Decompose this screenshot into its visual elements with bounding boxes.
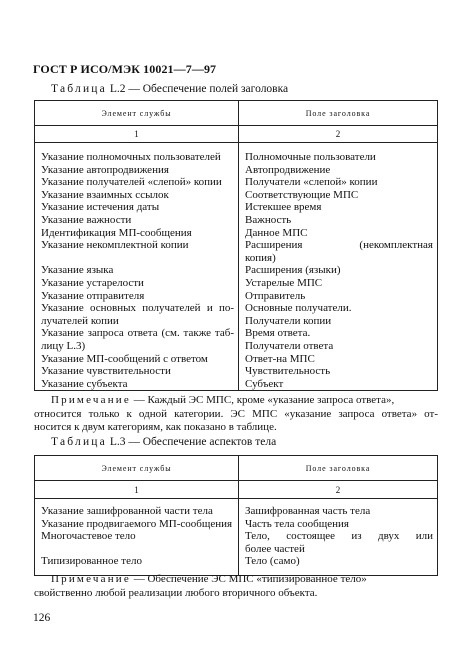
table-cell: Идентификация МП-сообщения	[41, 226, 192, 239]
table-cell: Тело (само)	[245, 555, 300, 568]
note-line: носится к двум категориям, как показано в таблице.	[34, 421, 277, 433]
table-cell: Указание полномочных пользователей	[41, 151, 221, 163]
table-cell: Отправитель	[245, 289, 306, 302]
service-element-column	[35, 499, 239, 575]
table-cell: Указание субъекта	[41, 377, 128, 390]
column-number-2: 2	[335, 484, 341, 495]
table-cell: Указание взаимных ссылок	[41, 188, 169, 201]
table-number-row	[35, 126, 437, 143]
table-cell: Указание получателей «слепой» копии	[41, 176, 222, 189]
table-word: Таблица	[51, 83, 107, 95]
table-number-row	[35, 481, 437, 499]
table-cell: Указание некомплектной копии	[41, 239, 189, 252]
note-line	[34, 394, 438, 408]
table-cell: Получатели ответа	[245, 339, 334, 352]
table-cell: Типизированное тело	[41, 555, 142, 568]
column-number-2: 2	[335, 129, 341, 139]
table-cell: Время ответа.	[245, 327, 311, 340]
note-line: свойственно любой реализации любого вторичного объекта.	[34, 586, 318, 599]
note-label: Примечание	[51, 394, 131, 406]
table-cell: Многочастевое тело	[41, 530, 136, 543]
table-cell: Указание автопродвижения	[41, 163, 169, 176]
table-body	[35, 499, 437, 575]
table-cell: более частей	[245, 542, 305, 555]
table-header-row	[35, 101, 437, 126]
table-cell: Истекшее время	[245, 201, 322, 214]
table-l3-caption	[51, 436, 276, 448]
table-cell: Ответ-на МПС	[245, 352, 315, 365]
table-cell: Автопродвижение	[245, 163, 331, 176]
table-cell: Указание МП-сообщений с ответом	[41, 352, 208, 365]
table-cell: Указание чувствительности	[41, 365, 171, 378]
table-cell: копия)	[245, 251, 276, 264]
table-cell: Полномочные пользователи	[245, 151, 376, 163]
table-l3-title: L.3 — Обеспечение аспектов тела	[106, 436, 277, 448]
column-header-service-element: Элемент службы	[35, 456, 239, 480]
table-cell: Указание отправителя	[41, 289, 145, 302]
note-text: — Каждый ЭС МПС, кроме «указание запроса ответа»,	[130, 394, 395, 406]
table-cell: Тело, состоящее из двух или	[245, 530, 433, 543]
table-cell: лучателей копии	[41, 314, 119, 327]
table-body	[35, 143, 437, 390]
column-header-header-field: Поле заголовка	[305, 108, 371, 118]
table-cell: Субъект	[245, 377, 284, 390]
column-header-service-element: Элемент службы	[35, 101, 239, 125]
header-field-column	[239, 499, 437, 575]
table-l2	[34, 100, 438, 391]
note-label: Примечание	[51, 573, 131, 585]
table-cell: Получатели копии	[245, 314, 332, 327]
table-cell: Соответствующие МПС	[245, 188, 359, 201]
table-cell: Указание важности	[41, 213, 132, 226]
note-text: — Обеспечение ЭС МПС «типизированное тело»	[130, 573, 367, 585]
table-cell: Зашифрованная часть тела	[245, 505, 371, 517]
table-cell: Расширения (некомплектная	[245, 239, 433, 252]
page-number: 126	[33, 612, 51, 624]
document-header: ГОСТ Р ИСО/МЭК 10021—7—97	[33, 62, 217, 76]
table-cell: Важность	[245, 213, 292, 226]
table-cell: Расширения (языки)	[245, 264, 341, 277]
note-2	[34, 573, 438, 600]
note-1	[34, 394, 438, 435]
note-line: относится только к одной категории. ЭС МПС «указание запроса ответа» от-	[34, 407, 438, 420]
column-number-1: 1	[35, 126, 239, 142]
table-cell: Указание зашифрованной части тела	[41, 505, 213, 517]
table-cell: Указание запроса ответа (см. также таб-	[41, 327, 234, 340]
table-cell: Получатели «слепой» копии	[245, 176, 378, 189]
table-cell: лицу L.3)	[41, 339, 86, 352]
table-cell: Указание языка	[41, 264, 114, 277]
table-l2-title: L.2 — Обеспечение полей заголовка	[106, 83, 289, 95]
table-cell: Данное МПС	[245, 226, 308, 239]
service-element-column	[35, 143, 239, 390]
table-cell: Устарелые МПС	[245, 276, 323, 289]
column-number-1: 1	[35, 481, 239, 498]
table-cell: Указание продвигаемого МП-сообщения	[41, 517, 233, 530]
table-cell: Указание устарелости	[41, 276, 144, 289]
table-word: Таблица	[51, 436, 107, 448]
table-l2-caption	[51, 83, 288, 95]
table-cell: Указание истечения даты	[41, 201, 160, 214]
table-cell: Основные получатели.	[245, 302, 352, 315]
header-field-column	[239, 143, 437, 390]
table-l3	[34, 455, 438, 576]
note-line	[34, 573, 438, 587]
table-cell: Указание основных получателей и по-	[41, 302, 234, 315]
table-cell	[41, 543, 234, 556]
table-cell: Чувствительность	[245, 365, 331, 378]
column-header-header-field: Поле заголовка	[305, 463, 371, 473]
table-header-row	[35, 456, 437, 481]
table-cell: Часть тела сообщения	[245, 517, 349, 530]
